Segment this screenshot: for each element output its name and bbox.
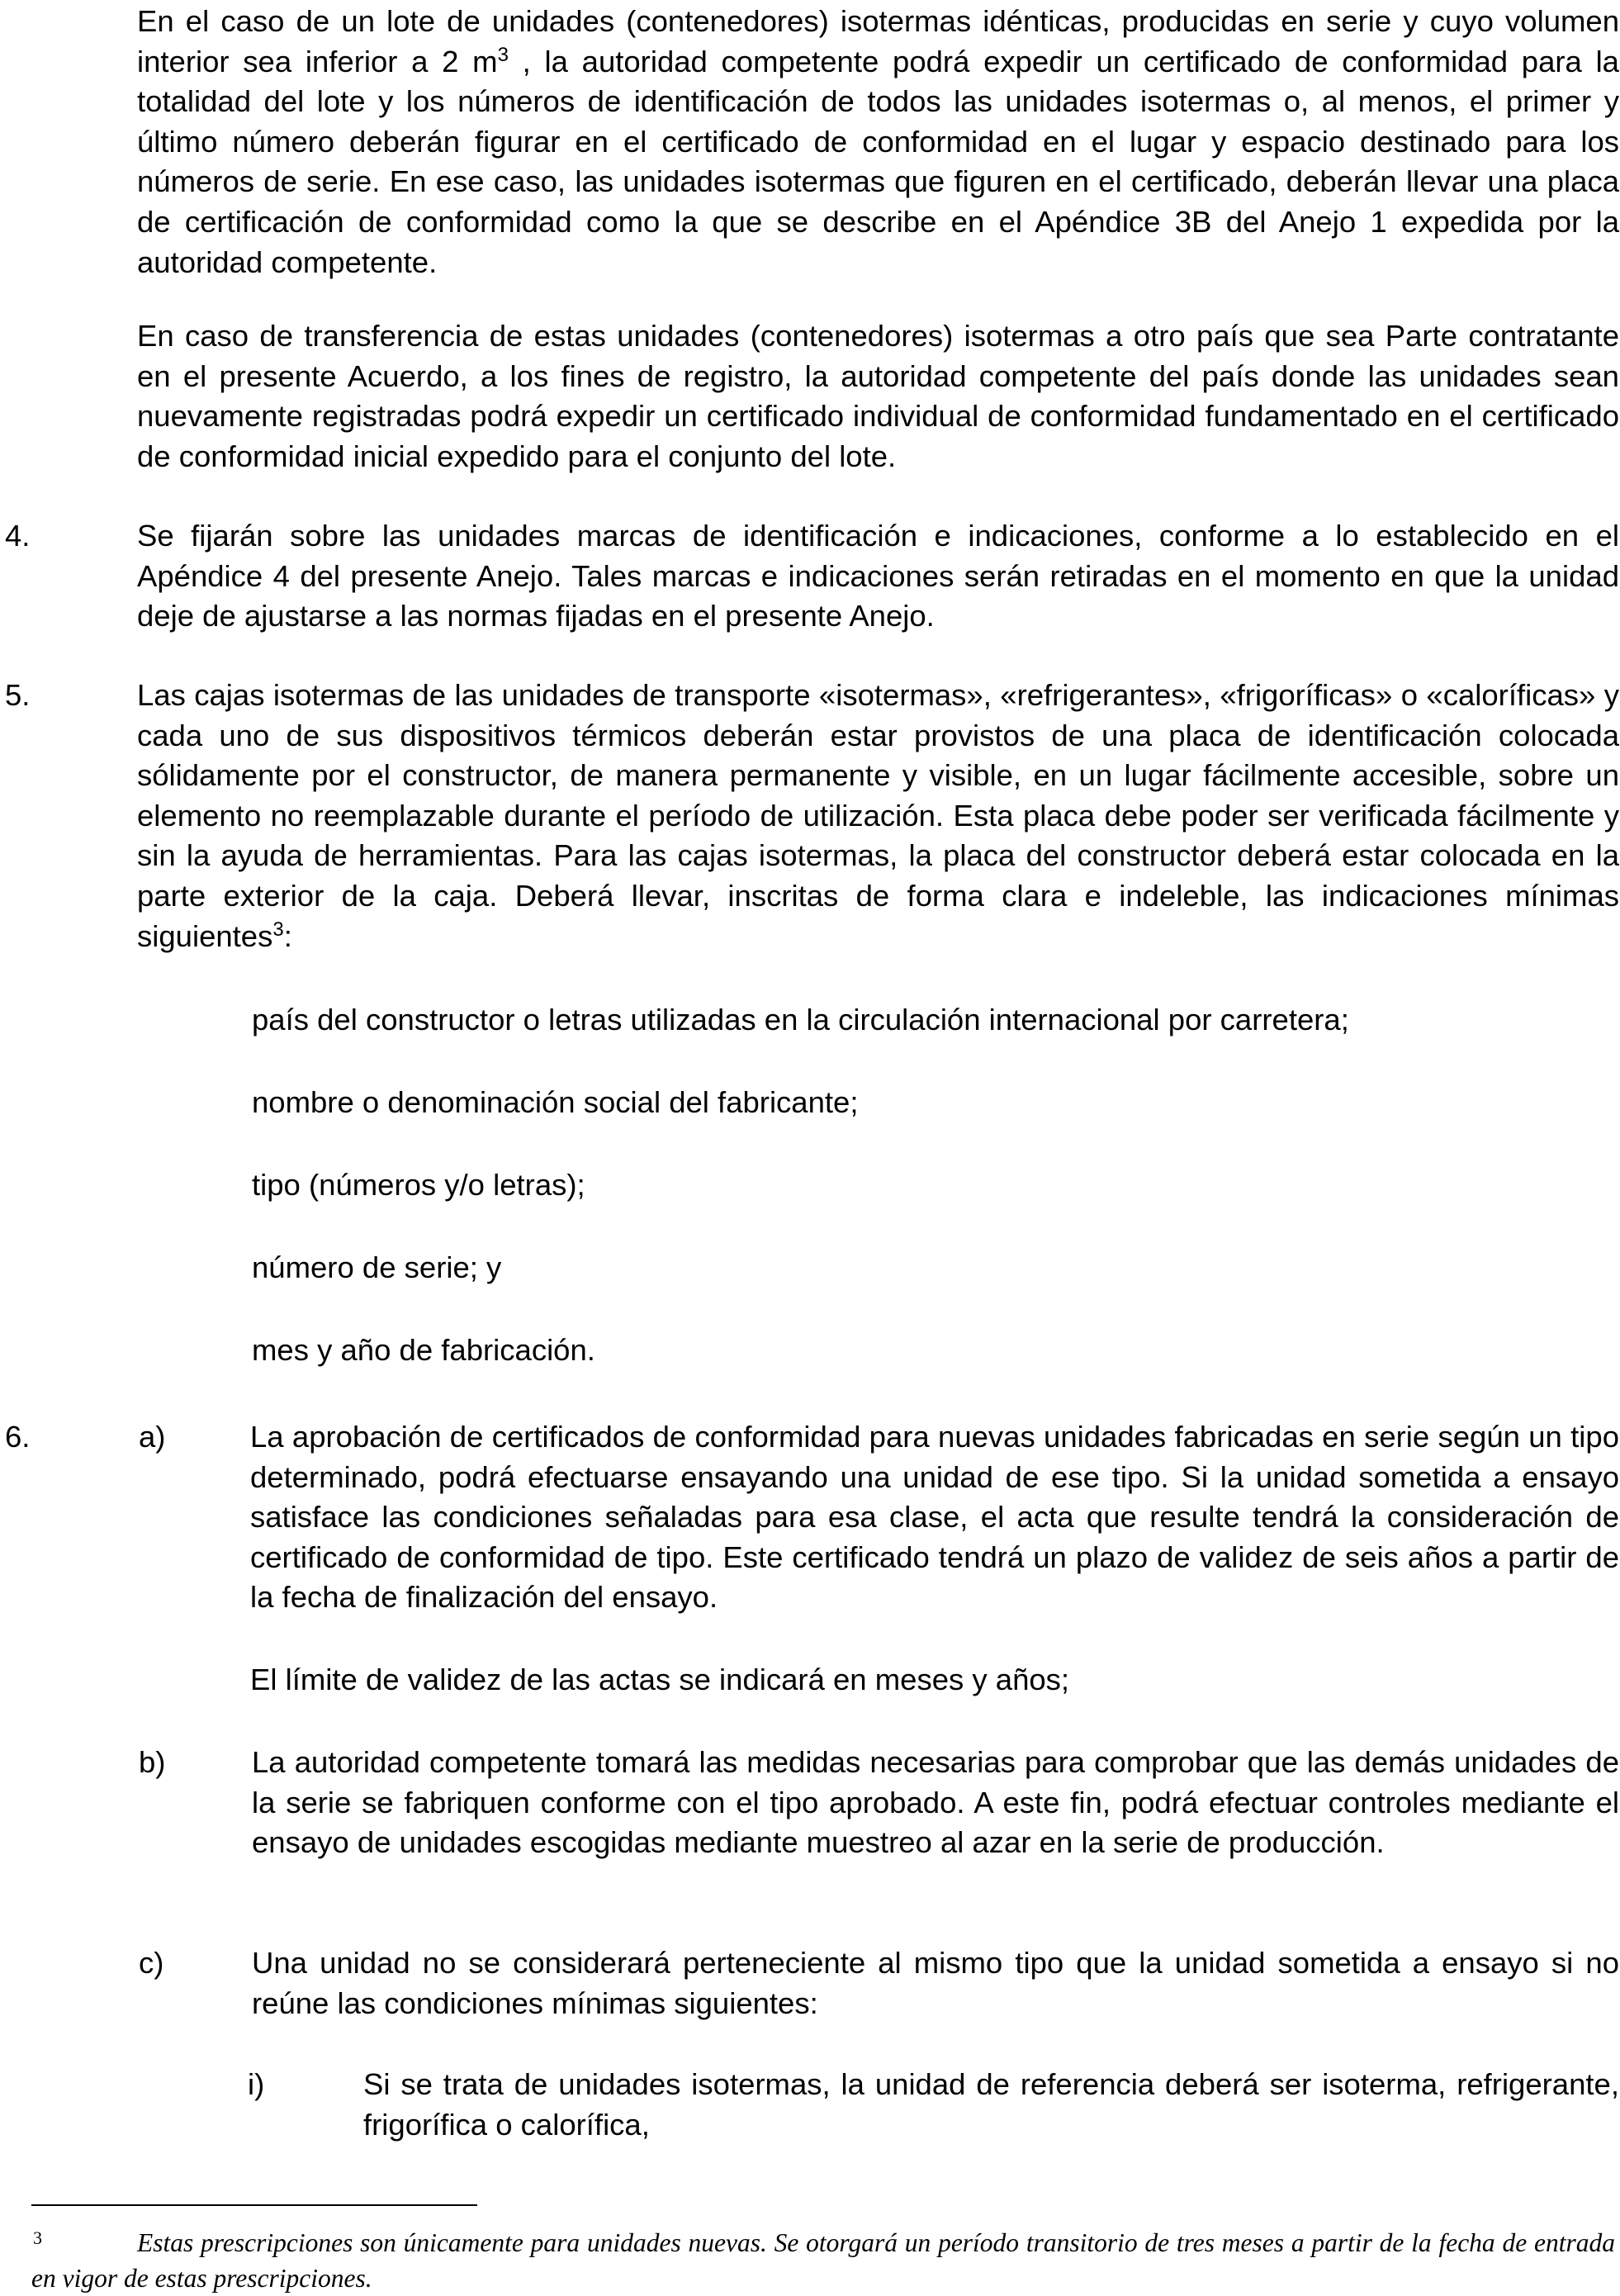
item-6c-text: Una unidad no se considerará perteneciente al mismo tipo que la unidad sometida a ensayo si no reúne las condiciones mínimas siguientes:: [252, 1946, 1619, 2020]
footnote-text: Estas prescripciones son únicamente para unidades nuevas. Se otorgará un período transitorio de tres meses a partir de la fecha de entrada en vigor de estas prescripciones.: [31, 2228, 1615, 2293]
superscript-cubic: 3: [497, 43, 509, 66]
item-4-number: 4.: [5, 519, 31, 553]
list-item: mes y año de fabricación.: [252, 1333, 595, 1367]
item-6b-label: b): [139, 1745, 166, 1779]
item-5-body: Las cajas isotermas de las unidades de transporte «isotermas», «refrigerantes», «frigoríficas» o «caloríficas» y cada uno de sus dispositivos térmicos deberán estar provistos de una placa de identificación colocada sólidamente por el constructor, de manera permanente y visible, en un lugar fácilmente accesible, sobre un elemento no reemplazable durante el período de utilización. Esta placa debe poder ser verificada fácilmente y sin la ayuda de herramientas. Para las cajas isotermas, la placa del constructor deberá estar colocada en la parte exterior de la caja. Deberá llevar, inscritas de forma clara e indeleble, las indicaciones mínimas siguientes: [137, 678, 1619, 953]
footnote-separator: [31, 2204, 477, 2206]
item-6c-i-label: i): [248, 2067, 265, 2101]
item-6c-label: c): [139, 1946, 164, 1980]
paragraph-transferencia: En caso de transferencia de estas unidades (contenedores) isotermas a otro país que sea Parte contratante en el presente Acuerdo, a los fines de registro, la autoridad competente del país donde las unidades sean nuevamente registradas podrá expedir un certificado individual de conformidad fundamentado en el certificado de conformidad inicial expedido para el conjunto del lote.: [137, 319, 1619, 473]
item-5-number: 5.: [5, 678, 31, 712]
item-6c-i-text: Si se trata de unidades isotermas, la unidad de referencia deberá ser isoterma, refrigerante, frigorífica o calorífica,: [363, 2067, 1619, 2142]
paragraph-lote-text-b: , la autoridad competente podrá expedir un certificado de conformidad para la totalidad del lote y los números de identificación de todos las unidades isotermas o, al menos, el primer y último número deberán figurar en el certificado de conformidad en el lugar y espacio destinado para los números de serie. En ese caso, las unidades isotermas que figuren en el certificado, deberán llevar una placa de certificación de conformidad como la que se describe en el Apéndice 3B del Anejo 1 expedida por la autoridad competente.: [137, 44, 1619, 279]
item-5-text: [137, 676, 1619, 956]
list-item: país del constructor o letras utilizadas en la circulación internacional por carretera;: [252, 1003, 1349, 1037]
item-6b-text: La autoridad competente tomará las medidas necesarias para comprobar que las demás unidades de la serie se fabriquen conforme con el tipo aprobado. A este fin, podrá efectuar controles mediante el ensayo de unidades escogidas mediante muestreo al azar en la serie de producción.: [252, 1745, 1619, 1860]
paragraph-lote-text-a: En el caso de un lote de unidades (contenedores) isotermas idénticas, producidas en serie y cuyo volumen interior sea inferior a 2 m: [137, 4, 1619, 78]
footnote-number: 3: [33, 2227, 42, 2248]
item-6a-label: a): [139, 1420, 166, 1454]
item-6a-text: La aprobación de certificados de conformidad para nuevas unidades fabricadas en serie según un tipo determinado, podrá efectuarse ensayando una unidad de ese tipo. Si la unidad sometida a ensayo satisface las condiciones señaladas para esa clase, el acta que resulte tendrá la consideración de certificado de conformidad de tipo. Este certificado tendrá un plazo de validez de seis años a partir de la fecha de finalización del ensayo.: [250, 1420, 1619, 1615]
footnote-ref-3: 3: [272, 918, 284, 941]
item-6-number: 6.: [5, 1420, 31, 1454]
list-item: nombre o denominación social del fabricante;: [252, 1085, 859, 1119]
item-5-colon: :: [283, 918, 292, 953]
item-4-text: Se fijarán sobre las unidades marcas de identificación e indicaciones, conforme a lo establecido en el Apéndice 4 del presente Anejo. Tales marcas e indicaciones serán retiradas en el momento en que la unidad deje de ajustarse a las normas fijadas en el presente Anejo.: [137, 519, 1619, 633]
list-item: número de serie; y: [252, 1250, 502, 1284]
paragraph-lote: [137, 2, 1619, 282]
item-6a-limit: El límite de validez de las actas se indicará en meses y años;: [250, 1663, 1070, 1696]
list-item: tipo (números y/o letras);: [252, 1168, 585, 1202]
